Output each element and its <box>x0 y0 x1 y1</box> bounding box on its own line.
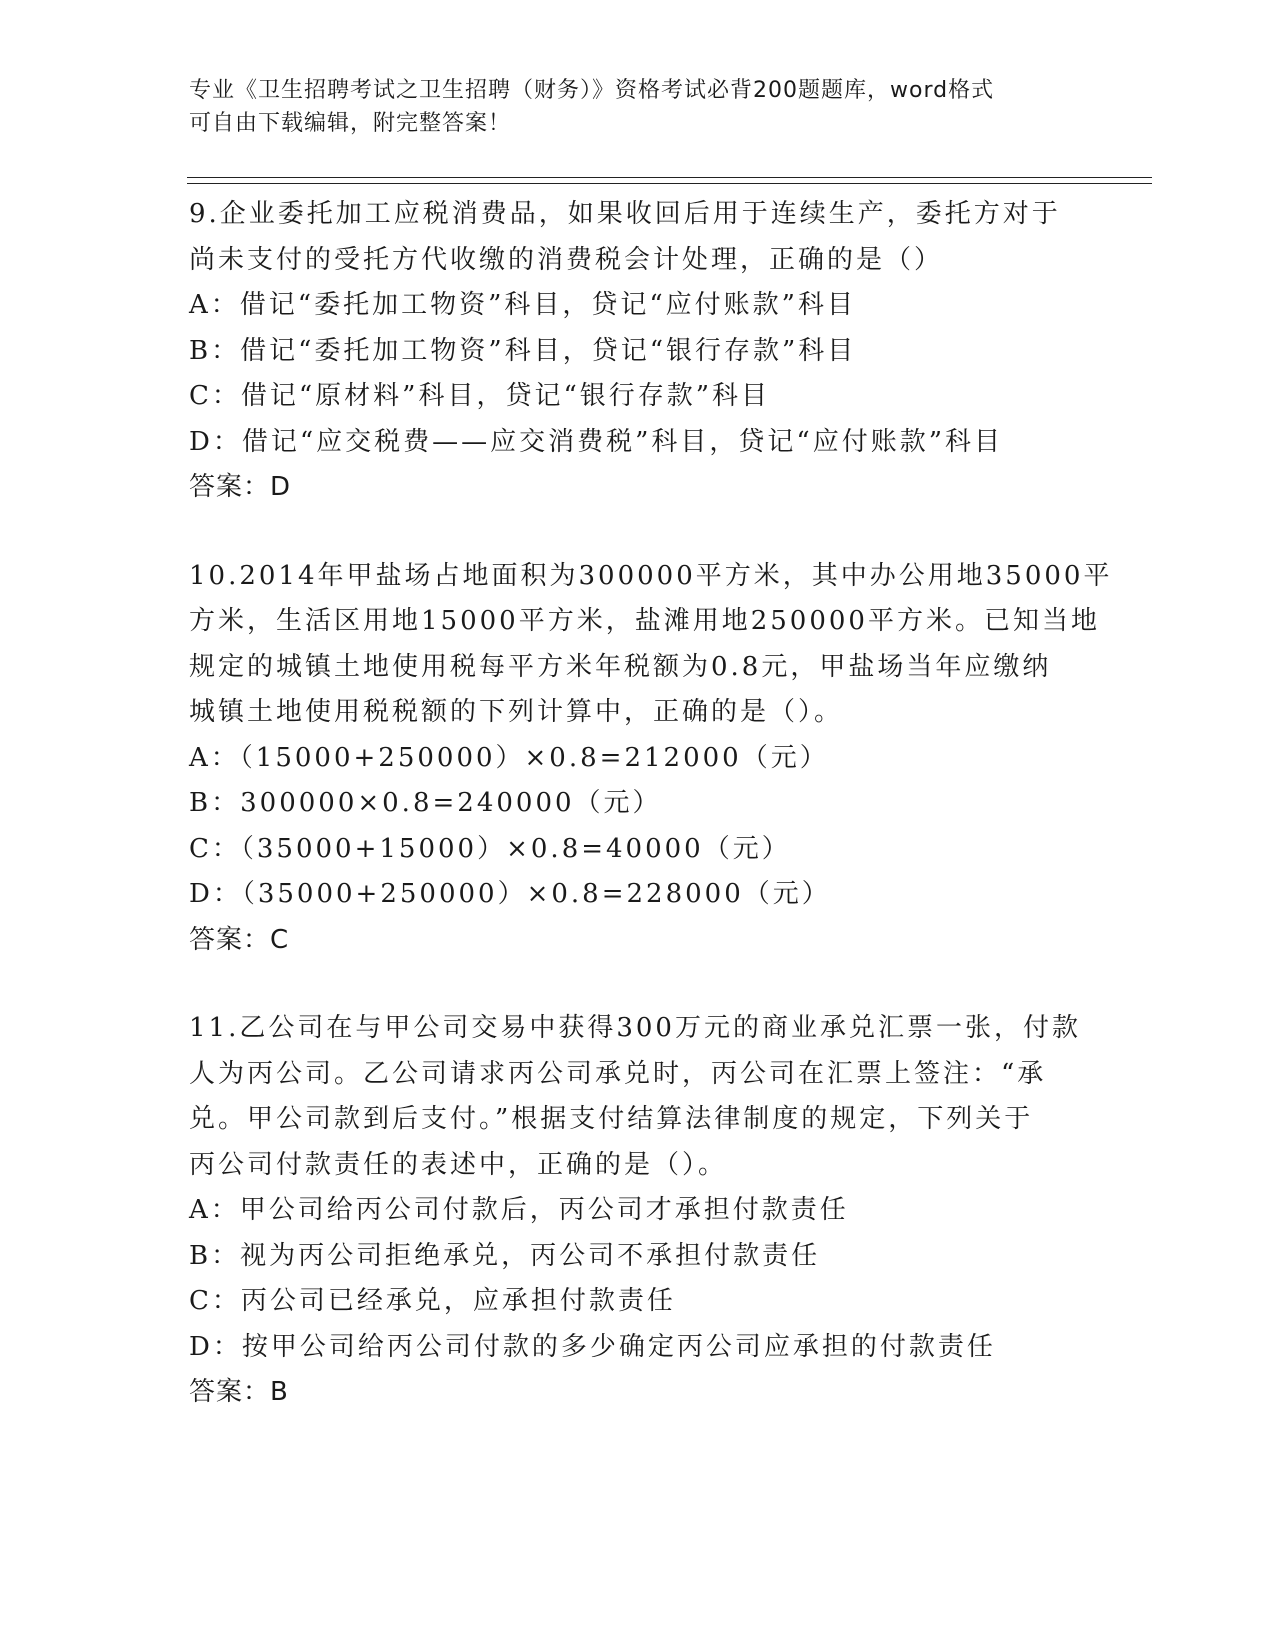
answer-label: 答案：C <box>189 924 290 955</box>
question-10 <box>189 554 1113 964</box>
question-stem-line: 方米，生活区用地15000平方米，盐滩用地250000平方米。已知当地 <box>189 606 1100 636</box>
option-c: C：（35000+15000）×0.8=40000（元） <box>189 833 791 864</box>
question-stem-line: 丙公司付款责任的表述中，正确的是（）。 <box>189 1149 728 1180</box>
header-divider <box>187 177 1152 184</box>
question-stem-line: 规定的城镇土地使用税每平方米年税额为0.8元，甲盐场当年应缴纳 <box>189 651 1052 682</box>
option-a: A：借记“委托加工物资”科目，贷记“应付账款”科目 <box>189 290 856 320</box>
page-header <box>189 74 1089 140</box>
header-line-2: 可自由下载编辑，附完整答案！ <box>189 111 512 136</box>
option-a: A：甲公司给丙公司付款后，丙公司才承担付款责任 <box>189 1195 849 1225</box>
option-b: B：借记“委托加工物资”科目，贷记“银行存款”科目 <box>189 335 857 366</box>
option-d: D：借记“应交税费——应交消费税”科目，贷记“应付账款”科目 <box>189 426 1004 457</box>
question-spacer <box>189 963 1089 1006</box>
question-stem-line: 城镇土地使用税税额的下列计算中，正确的是（）。 <box>189 697 844 727</box>
option-d: D：（35000+250000）×0.8=228000（元） <box>189 879 831 909</box>
option-c: C：借记“原材料”科目，贷记“银行存款”科目 <box>189 381 771 411</box>
question-stem-line: 人为丙公司。乙公司请求丙公司承兑时，丙公司在汇票上签注：“承 <box>189 1058 1047 1089</box>
question-spacer <box>189 511 1089 554</box>
option-a: A：（15000+250000）×0.8=212000（元） <box>189 742 829 773</box>
question-stem-line: 10.2014年甲盐场占地面积为300000平方米，其中办公用地35000平 <box>189 560 1113 591</box>
question-stem-line: 11.乙公司在与甲公司交易中获得300万元的商业承兑汇票一张，付款 <box>189 1013 1081 1043</box>
question-list <box>189 192 1113 1416</box>
question-11 <box>189 1006 1089 1416</box>
answer-label: 答案：D <box>189 472 292 502</box>
question-stem-line: 尚未支付的受托方代收缴的消费税会计处理，正确的是（） <box>189 244 944 275</box>
question-stem-line: 9.企业委托加工应税消费品，如果收回后用于连续生产，委托方对于 <box>189 199 1061 229</box>
option-b: B：视为丙公司拒绝承兑，丙公司不承担付款责任 <box>189 1240 821 1271</box>
option-c: C：丙公司已经承兑，应承担付款责任 <box>189 1286 676 1316</box>
question-stem-line: 兑。甲公司款到后支付。”根据支付结算法律制度的规定，下列关于 <box>189 1104 1034 1134</box>
option-d: D：按甲公司给丙公司付款的多少确定丙公司应承担的付款责任 <box>189 1331 996 1362</box>
option-b: B：300000×0.8=240000（元） <box>189 788 662 818</box>
question-9 <box>189 192 1089 511</box>
header-line-1: 专业《卫生招聘考试之卫生招聘（财务）》资格考试必背200题题库，word格式 <box>189 78 995 103</box>
answer-label: 答案：B <box>189 1377 289 1407</box>
